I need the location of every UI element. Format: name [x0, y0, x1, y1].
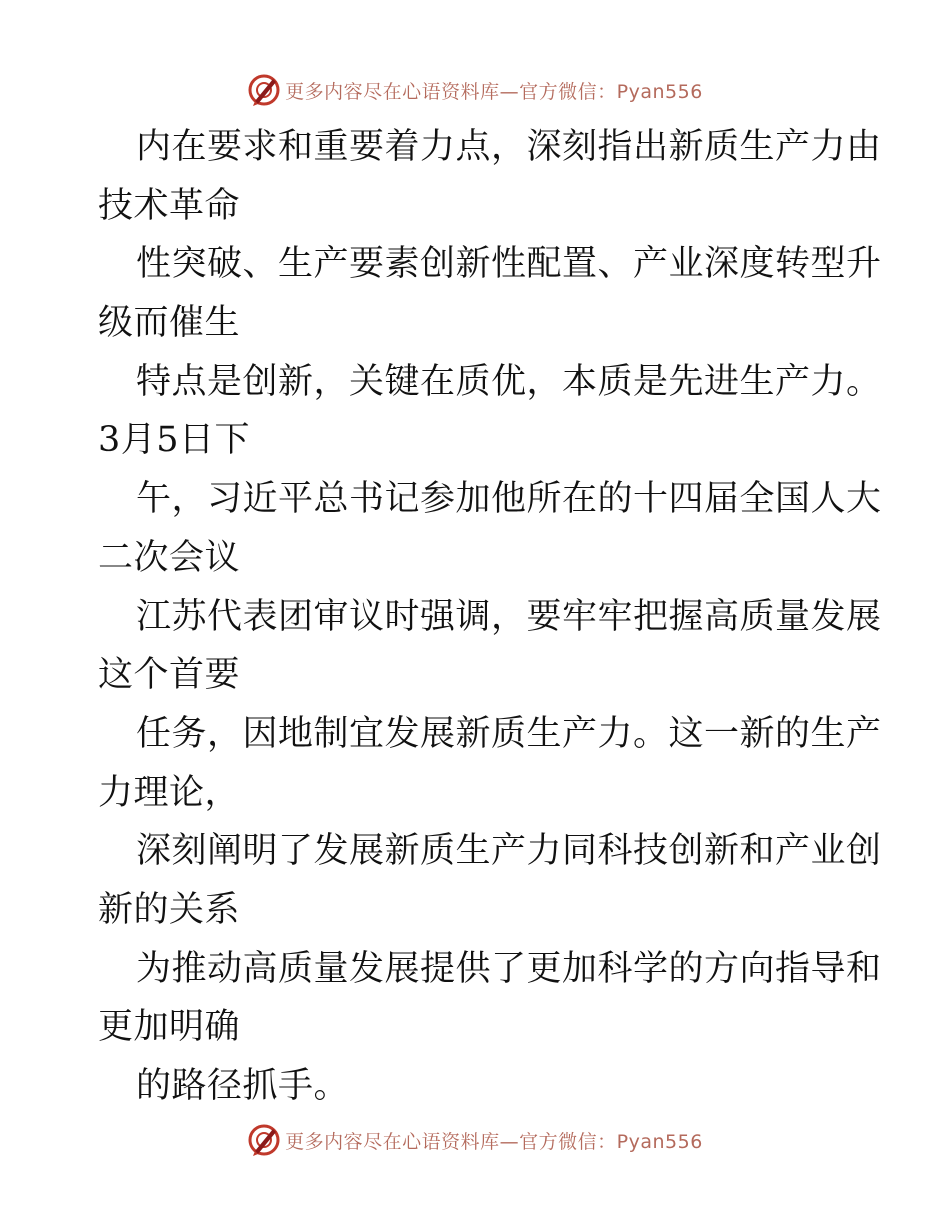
pen-logo-icon: [247, 73, 281, 107]
pen-logo-icon: [247, 1123, 281, 1157]
text-line: 3月5日下: [98, 420, 251, 461]
text-line: 力理论，: [98, 772, 241, 813]
text-line: 性突破、生产要素创新性配置、产业深度转型升: [136, 244, 882, 285]
text-line: 的路径抓手。: [136, 1066, 350, 1106]
text-line: 江苏代表团审议时强调，要牢牢把握高质量发展: [136, 596, 882, 637]
footer-banner: [0, 1120, 950, 1160]
document-body: [98, 118, 882, 1116]
text-line: 任务，因地制宜发展新质生产力。这一新的生产: [136, 713, 882, 754]
text-line: 技术革命: [98, 185, 241, 226]
text-line: 深刻阐明了发展新质生产力同科技创新和产业创: [136, 831, 882, 872]
header-banner-text: 更多内容尽在心语资料库—官方微信：Pyan556: [285, 80, 703, 103]
text-line: 新的关系: [98, 889, 241, 930]
text-line: 更加明确: [98, 1007, 241, 1048]
header-banner: [0, 70, 950, 110]
text-line: 为推动高质量发展提供了更加科学的方向指导和: [136, 948, 882, 989]
text-line: 这个首要: [98, 655, 241, 696]
text-line: 级而催生: [98, 303, 241, 344]
text-line: 二次会议: [98, 537, 241, 578]
text-line: 特点是创新，关键在质优，本质是先进生产力。: [136, 361, 882, 402]
footer-banner-text: 更多内容尽在心语资料库—官方微信：Pyan556: [285, 1130, 703, 1153]
text-line: 内在要求和重要着力点，深刻指出新质生产力由: [136, 127, 882, 167]
text-line: 午，习近平总书记参加他所在的十四届全国人大: [136, 479, 882, 520]
